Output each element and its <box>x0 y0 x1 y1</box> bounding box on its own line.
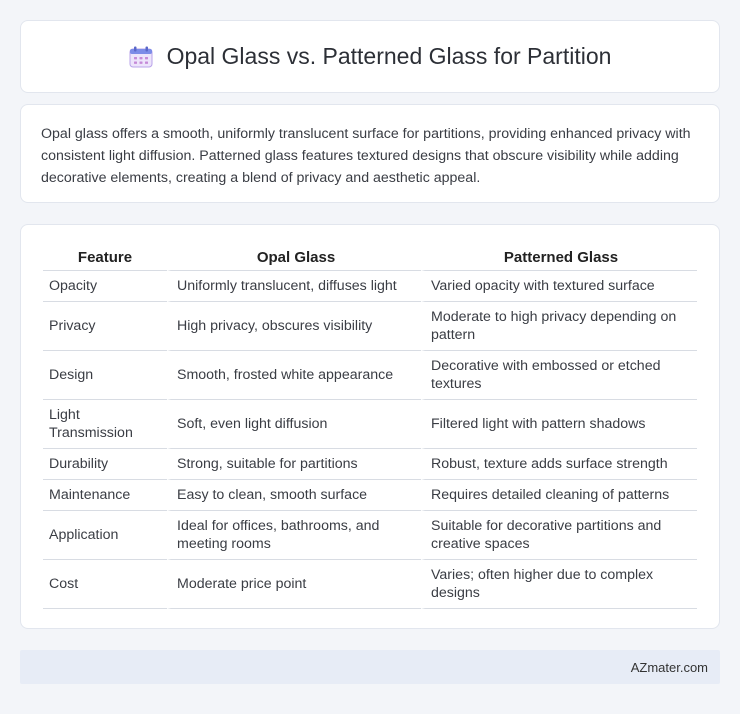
intro-text: Opal glass offers a smooth, uniformly translucent surface for partitions, providing enhanced privacy with consistent light diffusion. Patterned glass features textured designs that obscure visibility while adding decorative elements, creating a blend of privacy and aesthetic appeal. <box>41 126 691 186</box>
table-row <box>43 511 697 560</box>
cell-opal-glass: Easy to clean, smooth surface <box>167 480 421 511</box>
cell-feature: Opacity <box>43 271 167 302</box>
cell-opal-glass: Moderate price point <box>167 560 421 609</box>
header-feature: Feature <box>43 245 167 271</box>
table-row <box>43 302 697 351</box>
header-patterned-glass: Patterned Glass <box>421 245 697 271</box>
cell-patterned-glass: Varied opacity with textured surface <box>421 271 697 302</box>
table-header-row <box>43 245 697 271</box>
table-row <box>43 351 697 400</box>
cell-opal-glass: Ideal for offices, bathrooms, and meeting rooms <box>167 511 421 560</box>
cell-patterned-glass: Varies; often higher due to complex designs <box>421 560 697 609</box>
cell-feature: Maintenance <box>43 480 167 511</box>
footer-brand: AZmater.com <box>630 659 708 675</box>
comparison-card <box>20 224 720 629</box>
table-row <box>43 400 697 449</box>
cell-patterned-glass: Filtered light with pattern shadows <box>421 400 697 449</box>
comparison-table <box>43 245 697 609</box>
cell-opal-glass: Soft, even light diffusion <box>167 400 421 449</box>
cell-feature: Durability <box>43 449 167 480</box>
table-row <box>43 560 697 609</box>
cell-opal-glass: Uniformly translucent, diffuses light <box>167 271 421 302</box>
cell-patterned-glass: Moderate to high privacy depending on pattern <box>421 302 697 351</box>
cell-feature: Application <box>43 511 167 560</box>
cell-feature: Design <box>43 351 167 400</box>
cell-patterned-glass: Robust, texture adds surface strength <box>421 449 697 480</box>
cell-feature: Cost <box>43 560 167 609</box>
cell-patterned-glass: Decorative with embossed or etched textures <box>421 351 697 400</box>
footer <box>20 650 720 684</box>
page-title: Opal Glass vs. Patterned Glass for Partition <box>166 43 612 69</box>
cell-opal-glass: Strong, suitable for partitions <box>167 449 421 480</box>
cell-opal-glass: High privacy, obscures visibility <box>167 302 421 351</box>
table-row <box>43 480 697 511</box>
cell-opal-glass: Smooth, frosted white appearance <box>167 351 421 400</box>
table-row <box>43 271 697 302</box>
cell-patterned-glass: Suitable for decorative partitions and creative spaces <box>421 511 697 560</box>
calendar-icon <box>129 46 153 68</box>
header-opal-glass: Opal Glass <box>167 245 421 271</box>
cell-patterned-glass: Requires detailed cleaning of patterns <box>421 480 697 511</box>
cell-feature: Privacy <box>43 302 167 351</box>
title-card <box>20 20 720 93</box>
intro-card <box>20 104 720 203</box>
cell-feature: Light Transmission <box>43 400 167 449</box>
table-row <box>43 449 697 480</box>
